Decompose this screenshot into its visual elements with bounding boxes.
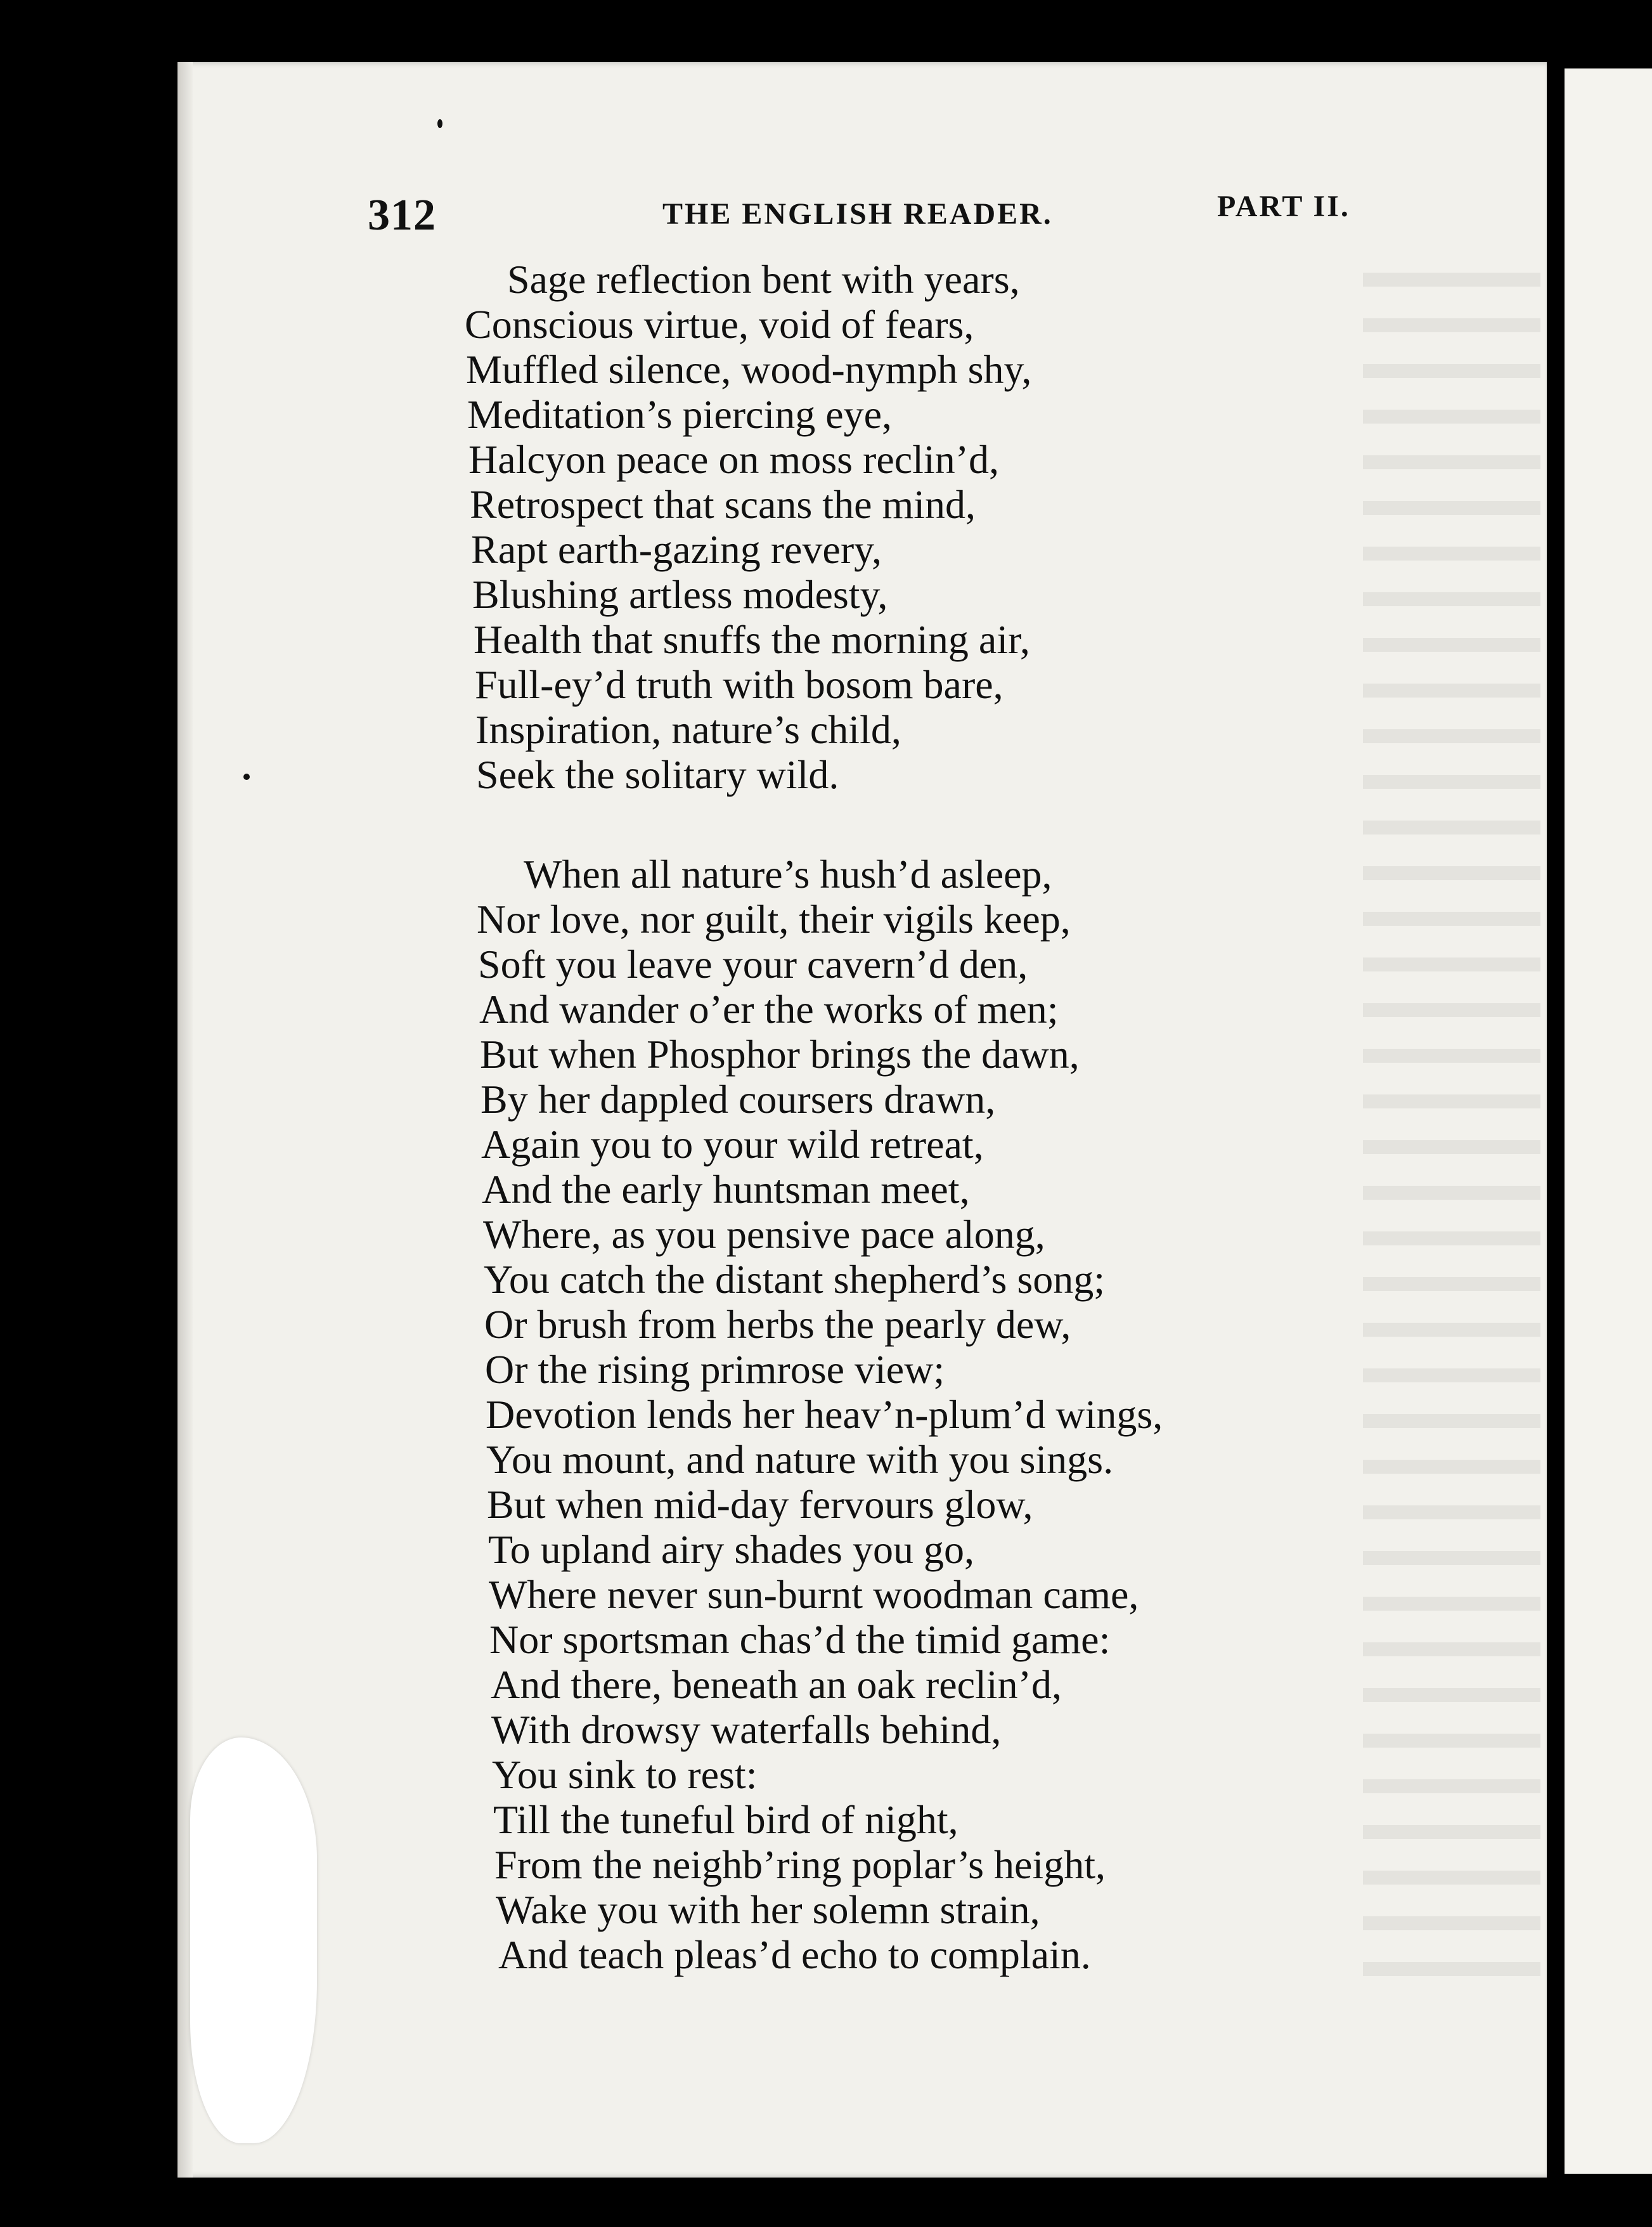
verse-line: With drowsy waterfalls behind, [491,1707,1002,1752]
verse-line: Retrospect that scans the mind, [470,482,976,527]
verse-line: And the early huntsman meet, [482,1167,970,1212]
torn-page-corner [190,1737,317,2143]
verse-line: Devotion lends her heav’n-plum’d wings, [486,1392,1163,1437]
page-number: 312 [368,191,436,240]
verse-line: Rapt earth-gazing revery, [471,527,882,572]
ink-speck [243,774,250,780]
part-label: PART II. [1217,190,1350,223]
verse-line: Conscious virtue, void of fears, [465,302,974,347]
verse-line: But when mid-day fervours glow, [487,1482,1033,1527]
verse-line: Blushing artless modesty, [472,572,888,617]
verse-line: Where, as you pensive pace along, [483,1212,1045,1257]
verse-line: You mount, and nature with you sings. [486,1437,1114,1482]
verse-line: Halcyon peace on moss reclin’d, [468,437,1000,482]
facing-page-edge [1565,68,1652,2174]
verse-line: Inspiration, nature’s child, [475,707,901,752]
verse-line: Soft you leave your cavern’d den, [478,942,1028,987]
verse-line: Sage reflection bent with years, [507,257,1020,302]
verse-line: From the neighb’ring poplar’s height, [494,1842,1106,1887]
verse-line: Nor sportsman chas’d the timid game: [489,1617,1111,1662]
verse-line: Full-ey’d truth with bosom bare, [475,662,1003,707]
verse-line: And wander o’er the works of men; [479,987,1059,1032]
ink-speck [437,119,442,128]
verse-line: Or brush from herbs the pearly dew, [484,1302,1071,1347]
verse-line: To upland airy shades you go, [488,1527,974,1572]
verse-line: Health that snuffs the morning air, [474,617,1030,662]
verse-line: By her dappled coursers drawn, [481,1077,996,1122]
verse-line: Meditation’s piercing eye, [467,392,893,437]
verse-line: And teach pleas’d echo to complain. [498,1932,1091,1977]
book-gutter [1547,0,1565,2227]
verse-line: Seek the solitary wild. [476,752,839,797]
verse-line: And there, beneath an oak reclin’d, [491,1662,1062,1707]
verse-line: Nor love, nor guilt, their vigils keep, [477,897,1071,942]
book-title: THE ENGLISH READER. [662,197,1053,231]
bleed-through-text [1363,273,1540,1985]
verse-line: Muffled silence, wood-nymph shy, [466,347,1032,392]
verse-line: But when Phosphor brings the dawn, [480,1032,1080,1077]
verse-line: Wake you with her solemn strain, [496,1887,1040,1932]
verse-line: When all nature’s hush’d asleep, [524,852,1052,897]
verse-line: Or the rising primrose view; [485,1347,945,1392]
verse-line: Where never sun-burnt woodman came, [489,1572,1139,1617]
verse-line: Till the tuneful bird of night, [493,1797,958,1842]
verse-line: You sink to rest: [492,1752,758,1797]
verse-line: Again you to your wild retreat, [481,1122,984,1167]
verse-line: You catch the distant shepherd’s song; [484,1257,1106,1302]
